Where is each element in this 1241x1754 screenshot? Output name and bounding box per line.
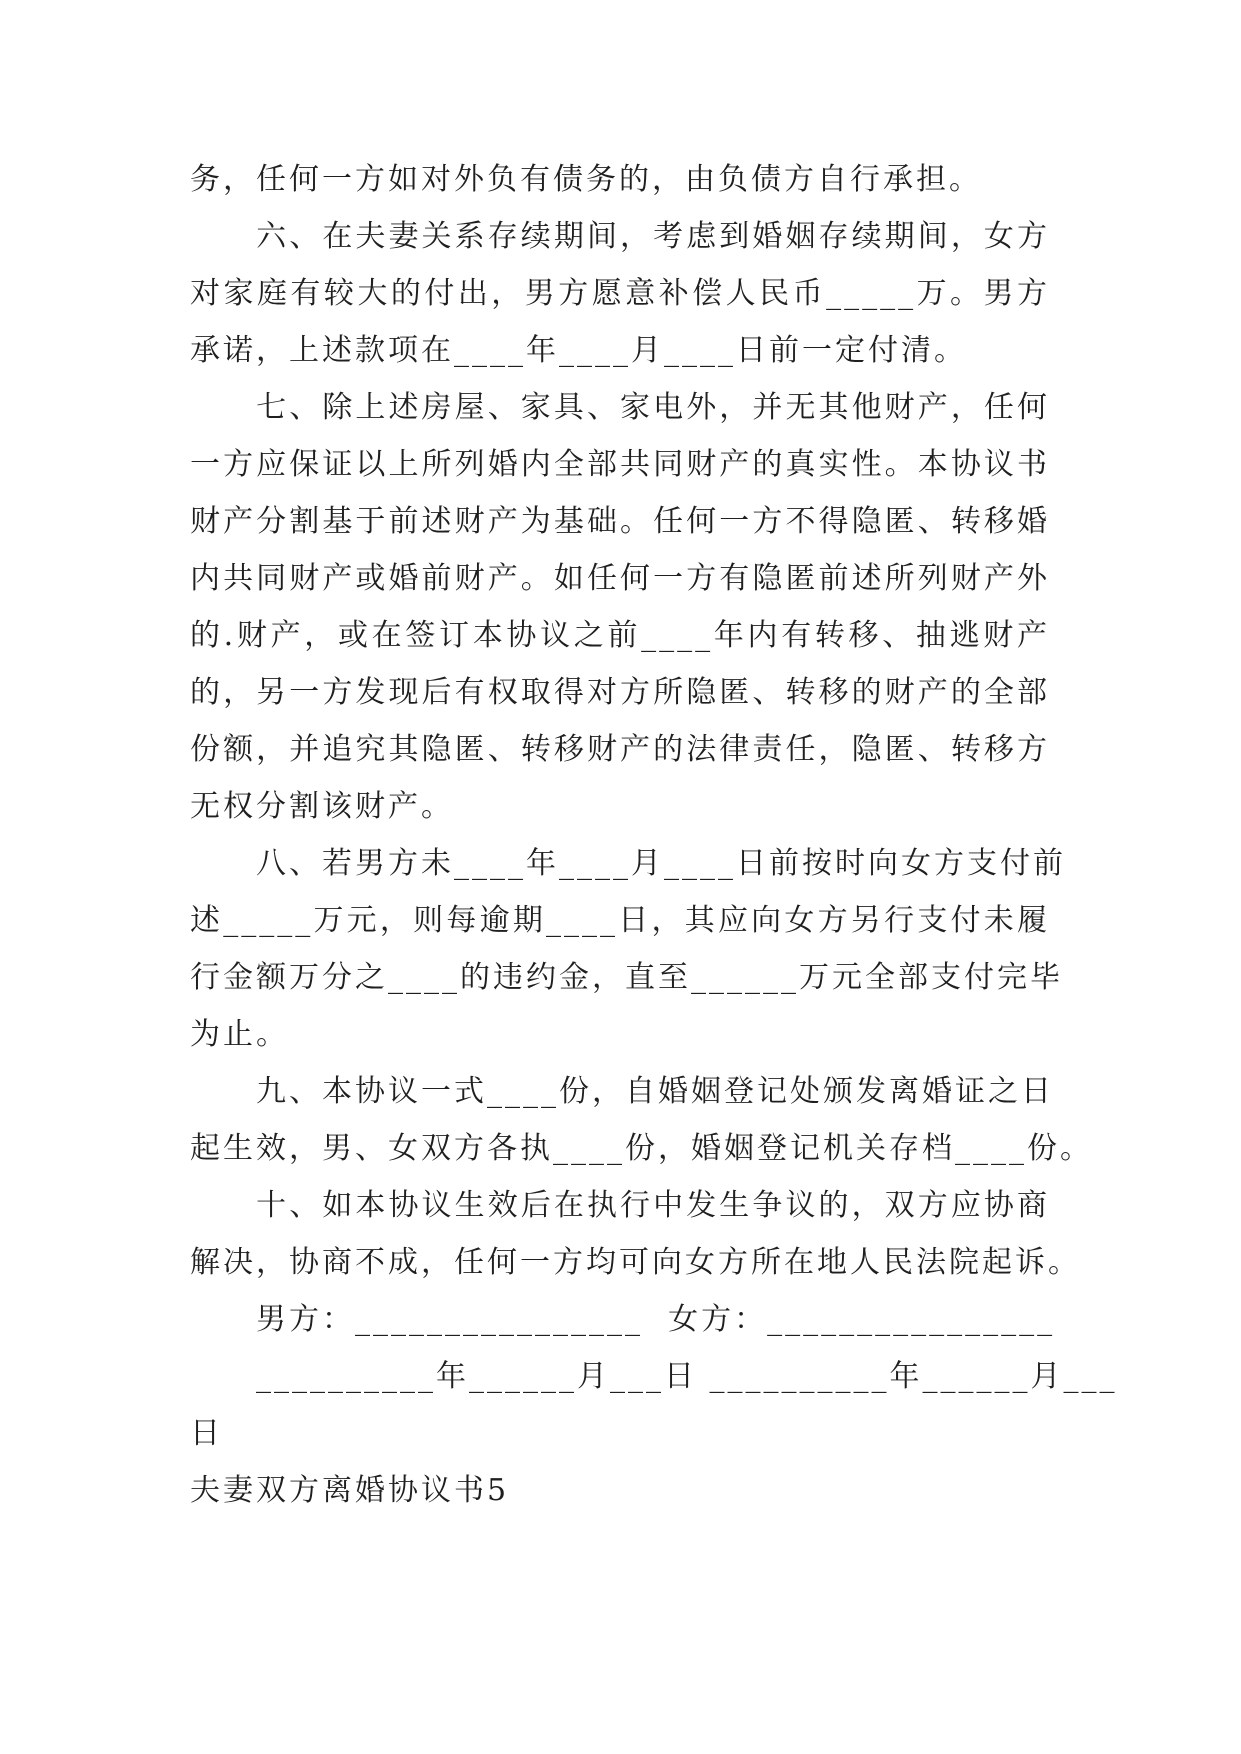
text-line: 七、除上述房屋、家具、家电外，并无其他财产，任何 [190,390,1050,425]
text-line: 无权分割该财产。 [190,789,454,824]
text-line: 内共同财产或婚前财产。如任何一方有隐匿前述所列财产外 [190,561,1050,596]
date-line-continued: 日 [190,1416,223,1451]
text-line: 述_____万元，则每逾期____日，其应向女方另行支付未履 [190,903,1050,938]
text-line: 十、如本协议生效后在执行中发生争议的，双方应协商 [190,1188,1050,1223]
section-heading: 夫妻双方离婚协议书5 [190,1473,510,1508]
text-line: 对家庭有较大的付出，男方愿意补偿人民币_____万。男方 [190,276,1050,311]
text-line: 六、在夫妻关系存续期间，考虑到婚姻存续期间，女方 [190,219,1050,254]
text-line: 九、本协议一式____份，自婚姻登记处颁发离婚证之日 [190,1074,1054,1109]
text-line: 份额，并追究其隐匿、转移财产的法律责任，隐匿、转移方 [190,732,1050,767]
text-line: 起生效，男、女双方各执____份，婚姻登记机关存档____份。 [190,1131,1093,1166]
text-line: 财产分割基于前述财产为基础。任何一方不得隐匿、转移婚 [190,504,1050,539]
text-line: 为止。 [190,1017,289,1052]
text-line: 务，任何一方如对外负有债务的，由负债方自行承担。 [190,162,982,197]
text-line: 的.财产，或在签订本协议之前____年内有转移、抽逃财产 [190,618,1050,653]
text-line: 八、若男方未____年____月____日前按时向女方支付前 [190,846,1066,881]
text-line: 解决，协商不成，任何一方均可向女方所在地人民法院起诉。 [190,1245,1081,1280]
text-line: 一方应保证以上所列婚内全部共同财产的真实性。本协议书 [190,447,1050,482]
date-line: __________年______月___日 __________年______月___ [190,1359,1118,1394]
text-line: 的，另一方发现后有权取得对方所隐匿、转移的财产的全部 [190,675,1050,710]
text-line: 行金额万分之____的违约金，直至______万元全部支付完毕 [190,960,1063,995]
signature-line: 男方：________________ 女方：________________ [190,1302,1056,1337]
text-line: 承诺，上述款项在____年____月____日前一定付清。 [190,333,967,368]
